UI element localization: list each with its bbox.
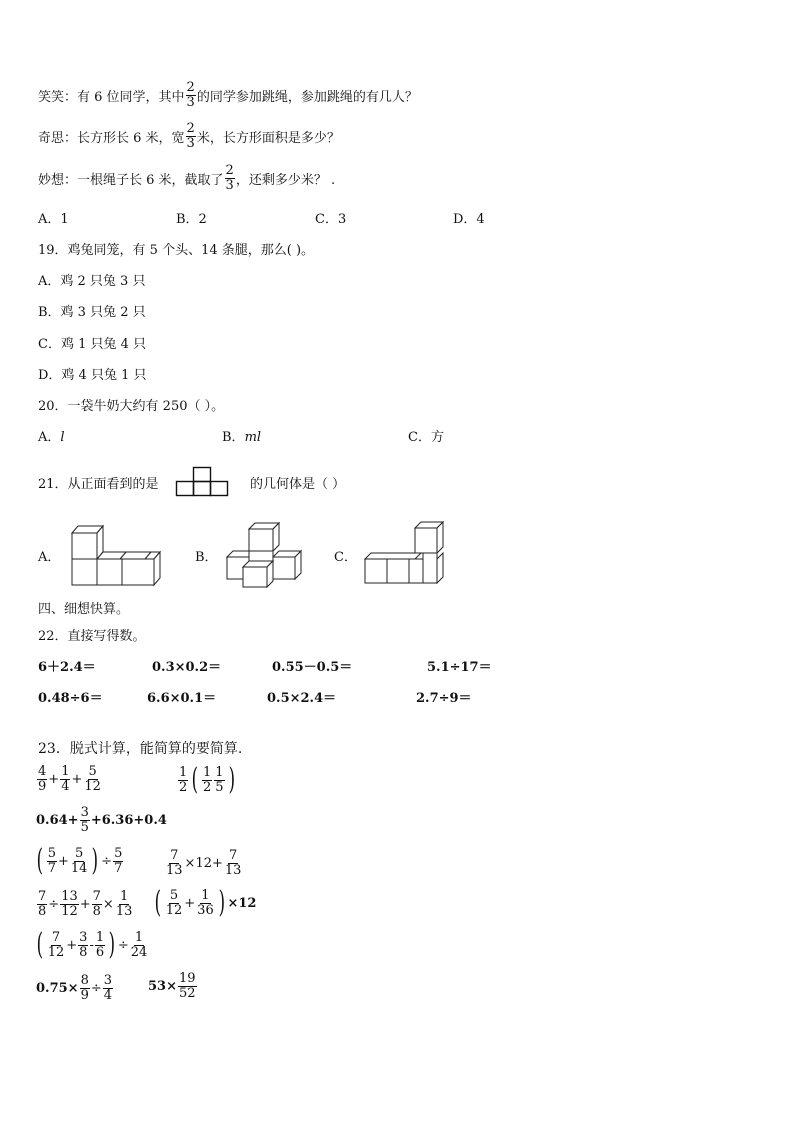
q18-option-c[interactable]: C．3 (315, 212, 347, 227)
numerator: 19 (178, 971, 196, 986)
numerator: 3 (79, 929, 88, 945)
operator: + (71, 772, 83, 787)
denominator: 7 (47, 860, 56, 876)
fraction (130, 931, 149, 960)
denominator: 14 (70, 860, 88, 876)
numerator: 1 (203, 764, 212, 780)
q21-option-c-label[interactable]: C． (334, 550, 357, 565)
denominator: 4 (61, 779, 70, 794)
denominator: 2 (203, 779, 212, 795)
q18-line3-text: 妙想：一根绳子长 6 米，截取了 (38, 173, 224, 188)
denominator: 5 (215, 779, 224, 795)
numerator: 4 (38, 764, 47, 779)
fraction (83, 765, 102, 794)
left-paren: ( (154, 885, 162, 920)
q19-option-a[interactable]: A．鸡 2 只兔 3 只 (38, 274, 146, 289)
fraction (47, 931, 66, 960)
numerator: 3 (103, 973, 113, 988)
expr-7 (152, 885, 257, 920)
q20-stem: 20．一袋牛奶大约有 250（ ）。 (38, 399, 225, 414)
left-paren: ( (191, 762, 199, 797)
numerator: 7 (92, 889, 101, 904)
expr-text: 0.64+ (36, 813, 79, 828)
fraction (202, 766, 212, 795)
q21-stem-end: 的几何体是（ ） (250, 477, 346, 492)
fraction (178, 766, 188, 795)
fraction (165, 849, 184, 878)
numerator: 1 (61, 764, 70, 779)
expr-5 (164, 849, 243, 878)
denominator: 52 (178, 986, 196, 1001)
denominator: 13 (224, 863, 242, 878)
q18-option-b[interactable]: B．2 (176, 212, 207, 227)
option-unit: ml (244, 430, 262, 445)
operator: ÷ (48, 897, 60, 912)
numerator: 1 (95, 929, 105, 945)
denominator: 8 (79, 944, 88, 960)
denominator: 36 (197, 902, 214, 918)
right-paren: ) (228, 762, 235, 797)
fraction (103, 974, 113, 1003)
front-view-figure (175, 466, 231, 498)
fraction (186, 122, 196, 151)
fraction (113, 847, 123, 876)
q23-stem: 23．脱式计算，能简算的要简算. (38, 741, 243, 757)
numerator: 7 (51, 929, 61, 945)
denominator: 12 (165, 902, 183, 918)
denominator: 13 (115, 904, 133, 919)
operator: + (184, 895, 196, 911)
fraction (115, 890, 134, 919)
q18-line1-text-end: 的同学参加跳绳，参加跳绳的有几人？ (196, 90, 418, 105)
fraction (80, 974, 90, 1003)
denominator: 7 (114, 860, 123, 876)
fraction (224, 849, 243, 878)
option-a-solid-figure[interactable] (68, 521, 164, 587)
q21-stem-start: 21．从正面看到的是 (38, 477, 159, 492)
q18-line2 (38, 122, 340, 151)
operator: ÷ (90, 981, 102, 996)
fraction (60, 890, 79, 919)
numerator: 1 (179, 764, 188, 780)
denominator: 5 (80, 820, 89, 835)
denominator: 8 (92, 904, 101, 919)
numerator: 2 (186, 121, 195, 136)
q18-line2-text-end: 米，长方形面积是多少？ (196, 131, 340, 146)
q20-option-c[interactable] (408, 426, 444, 445)
numerator: 1 (134, 929, 144, 945)
numerator: 5 (169, 887, 179, 903)
operator: - (89, 937, 94, 953)
operator: ×12 (227, 895, 257, 911)
numerator: 7 (170, 848, 179, 863)
q22-item: 5.1÷17＝ (427, 660, 492, 675)
expr-8 (34, 927, 149, 962)
operator: ÷ (101, 853, 113, 869)
fraction (80, 806, 90, 835)
q18-line2-text: 奇思：长方形长 6 米，宽 (38, 131, 185, 146)
denominator: 8 (38, 904, 47, 919)
q22-item: 0.55－0.5＝ (272, 660, 353, 675)
denominator: 24 (130, 944, 148, 960)
fraction (186, 81, 196, 110)
denominator: 12 (47, 944, 65, 960)
expr-10 (148, 972, 198, 1001)
denominator: 6 (95, 944, 105, 960)
fraction (37, 890, 47, 919)
q18-option-d[interactable]: D．4 (453, 212, 485, 227)
expr-9 (36, 974, 114, 1003)
numerator: 1 (201, 887, 210, 903)
fraction (78, 931, 88, 960)
fraction (47, 847, 57, 876)
numerator: 7 (229, 848, 238, 863)
expr-2 (177, 762, 237, 797)
operator: + (58, 853, 69, 869)
option-b-solid-figure[interactable] (225, 521, 305, 589)
expr-text: 0.75× (36, 981, 79, 996)
q20-option-a[interactable] (38, 426, 65, 445)
numerator: 5 (47, 845, 56, 861)
operator: + (48, 772, 60, 787)
numerator: 1 (215, 764, 224, 780)
fraction (225, 164, 235, 193)
denominator: 3 (186, 136, 195, 151)
numerator: 5 (75, 845, 84, 861)
q18-line1 (38, 81, 418, 110)
q22-item: 0.5×2.4＝ (267, 691, 337, 706)
q18-line1-text: 笑笑：有 6 位同学，其中 (38, 90, 185, 105)
right-paren: ) (218, 885, 225, 920)
numerator: 3 (80, 805, 89, 820)
q21-option-b-label[interactable]: B． (195, 550, 218, 565)
q22-item: 2.7÷9＝ (416, 691, 472, 706)
denominator: 4 (103, 988, 113, 1003)
left-paren: ( (36, 927, 44, 962)
expr-6 (36, 890, 134, 919)
fraction (214, 766, 224, 795)
right-paren: ) (92, 843, 99, 878)
expr-4 (34, 843, 124, 878)
numerator: 13 (61, 889, 78, 904)
expr-text: 53× (148, 979, 177, 994)
expr-1 (36, 765, 103, 794)
fraction (178, 972, 197, 1001)
q19-option-c[interactable]: C．鸡 1 只兔 4 只 (38, 337, 147, 352)
numerator: 2 (225, 163, 234, 178)
q22-item: 0.48÷6＝ (38, 691, 103, 706)
right-paren: ) (108, 927, 116, 962)
q18-line3 (38, 164, 335, 193)
option-c-solid-figure[interactable] (363, 521, 447, 585)
denominator: 3 (186, 95, 195, 110)
q19-option-b[interactable]: B．鸡 3 只兔 2 只 (38, 305, 146, 320)
fraction (165, 889, 184, 918)
denominator: 12 (84, 779, 101, 794)
fraction (92, 890, 102, 919)
option-letter: A． (38, 430, 61, 445)
operator: × (102, 897, 114, 912)
operator: + (79, 897, 91, 912)
fraction (60, 765, 70, 794)
option-unit: l (60, 430, 65, 445)
fraction (196, 889, 215, 918)
numerator: 7 (38, 889, 47, 904)
q19-stem: 19．鸡兔同笼，有 5 个头、14 条腿，那么( )。 (38, 243, 315, 258)
fraction (95, 931, 105, 960)
denominator: 2 (179, 779, 188, 795)
q20-option-b[interactable] (222, 426, 261, 445)
numerator: 5 (88, 764, 97, 779)
numerator: 2 (186, 80, 195, 95)
denominator: 13 (166, 863, 183, 878)
left-paren: ( (36, 843, 44, 878)
operator: ÷ (117, 937, 129, 953)
q19-option-d[interactable]: D．鸡 4 只兔 1 只 (38, 368, 147, 383)
q21-option-a-label[interactable]: A． (38, 550, 61, 565)
numerator: 1 (119, 889, 129, 904)
numerator: 5 (114, 845, 123, 861)
denominator: 3 (225, 178, 234, 193)
option-letter: B． (222, 430, 245, 445)
fraction (70, 847, 89, 876)
q22-stem: 22．直接写得数。 (38, 629, 146, 644)
q22-item: 0.3×0.2＝ (152, 660, 222, 675)
q18-option-a[interactable]: A．1 (38, 212, 69, 227)
expr-3 (36, 806, 167, 835)
q22-item: 6.6×0.1＝ (147, 691, 217, 706)
numerator: 8 (80, 973, 89, 988)
denominator: 9 (38, 779, 47, 794)
fraction (37, 765, 47, 794)
expr-text: +6.36+0.4 (90, 813, 167, 828)
section-heading: 四、细想快算。 (38, 602, 130, 617)
denominator: 9 (80, 988, 89, 1003)
q18-line3-text-end: ，还剩多少米？ . (235, 173, 336, 188)
operator: + (66, 937, 78, 953)
denominator: 12 (61, 904, 78, 919)
option-letter: C． (408, 430, 431, 445)
operator: ×12+ (184, 856, 223, 871)
q22-item: 6＋2.4＝ (38, 660, 96, 675)
option-unit: 方 (430, 430, 444, 445)
